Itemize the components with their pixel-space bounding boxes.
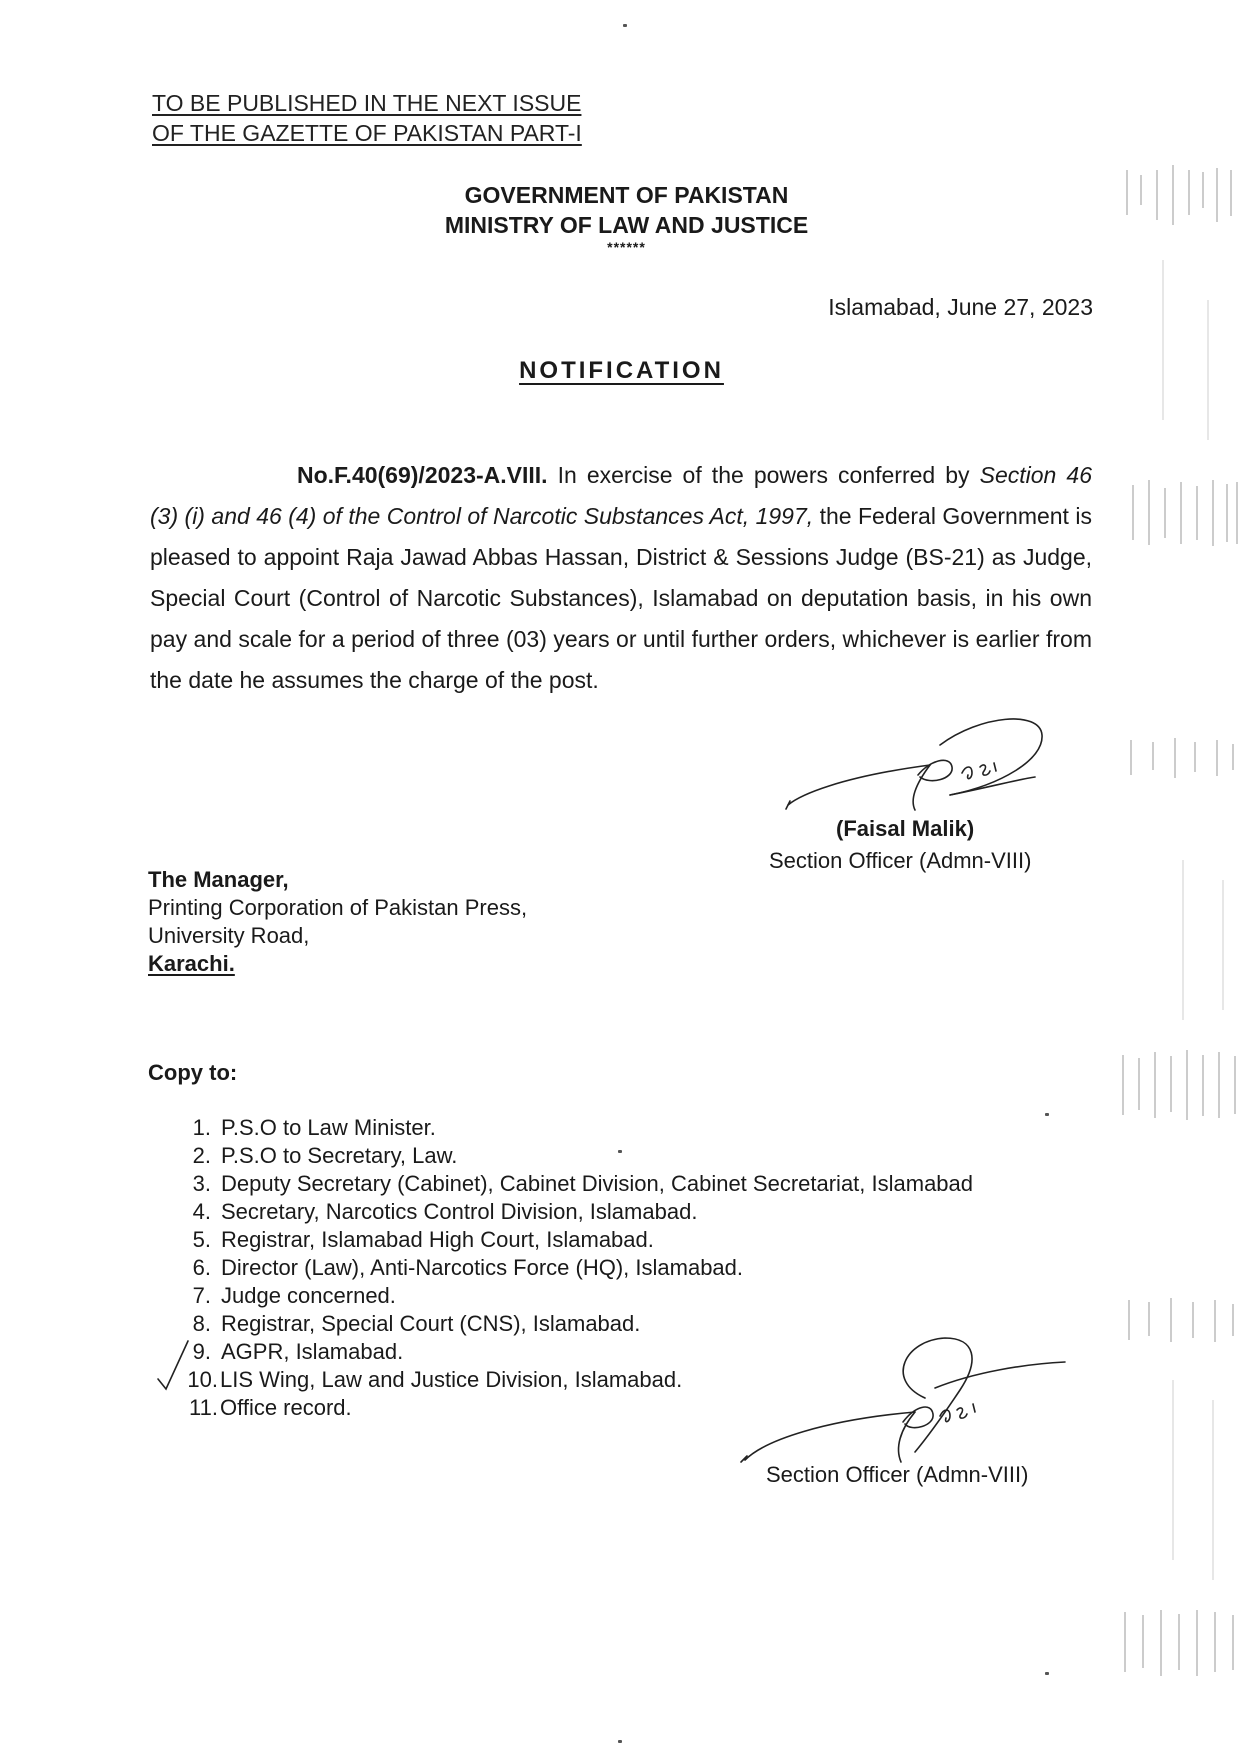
body-text-intro: In exercise of the powers conferred by	[547, 462, 980, 488]
government-name: GOVERNMENT OF PAKISTAN	[464, 182, 789, 208]
list-item-text: Director (Law), Anti-Narcotics Force (HQ), Islamabad.	[221, 1255, 744, 1280]
list-item-text: AGPR, Islamabad.	[221, 1339, 404, 1364]
document-heading	[0, 180, 1243, 254]
signer-designation: Section Officer (Admn-VIII)	[769, 848, 1032, 873]
list-item-number: 10.	[187, 1367, 218, 1392]
list-item	[170, 1394, 973, 1422]
addressee-city: Karachi.	[148, 951, 235, 976]
gazette-line-2: OF THE GAZETTE OF PAKISTAN PART-I	[152, 120, 582, 146]
list-item-number: 1.	[192, 1115, 211, 1140]
list-item	[170, 1310, 973, 1338]
list-item-number: 6.	[192, 1255, 211, 1280]
list-item-text: P.S.O to Secretary, Law.	[221, 1143, 458, 1168]
notification-body	[150, 455, 1092, 701]
list-item	[170, 1114, 973, 1142]
issue-date: Islamabad, June 27, 2023	[828, 294, 1093, 320]
signer-name: (Faisal Malik)	[836, 816, 975, 841]
list-item-text: Secretary, Narcotics Control Division, Islamabad.	[221, 1199, 698, 1224]
list-item-number: 4.	[192, 1199, 211, 1224]
list-item-number: 11.	[189, 1395, 218, 1420]
list-item-number: 7.	[192, 1283, 211, 1308]
closing-designation: Section Officer (Admn-VIII)	[766, 1462, 1029, 1487]
list-item	[170, 1366, 973, 1394]
list-item-text: P.S.O to Law Minister.	[221, 1115, 436, 1140]
list-item	[170, 1142, 973, 1170]
body-text-main: the Federal Government is pleased to appoint Raja Jawad Abbas Hassan, District & Sessions Judge (BS-21) as Judge, Special Court (Control of Narcotic Substances), Islamabad on deputation basis, in his own pay and scale for a period of three (03) years or until further orders, whichever is earlier from the date he assumes the charge of the post.	[150, 503, 1092, 693]
list-item-text: Judge concerned.	[221, 1283, 396, 1308]
scan-dot	[618, 1740, 622, 1743]
scan-dot	[623, 24, 627, 27]
list-item-number: 2.	[192, 1143, 211, 1168]
list-item	[170, 1198, 973, 1226]
list-item-number: 9.	[192, 1339, 211, 1364]
scan-dot	[1045, 1113, 1049, 1116]
list-item-number: 3.	[192, 1171, 211, 1196]
copy-to-list	[170, 1114, 973, 1422]
handwritten-signature	[780, 705, 1060, 815]
notification-title: NOTIFICATION	[519, 357, 724, 384]
addressee-block	[148, 866, 527, 978]
list-item-text: Deputy Secretary (Cabinet), Cabinet Division, Cabinet Secretariat, Islamabad	[221, 1171, 974, 1196]
scan-artifacts	[1113, 0, 1243, 1755]
act-citation: Section 46 (3) (i) and 46 (4) of the Control of Narcotic Substances Act, 1997,	[150, 462, 1092, 529]
list-item-text: Registrar, Islamabad High Court, Islamabad.	[221, 1227, 654, 1252]
gazette-publication-note	[152, 88, 582, 148]
reference-number: No.F.40(69)/2023-A.VIII.	[297, 462, 548, 488]
list-item	[170, 1338, 973, 1366]
list-item	[170, 1254, 973, 1282]
copy-to-heading: Copy to:	[148, 1060, 238, 1085]
addressee-line-2: University Road,	[148, 923, 310, 948]
heading-separator: ******	[607, 239, 646, 255]
list-item-text: Registrar, Special Court (CNS), Islamabad.	[221, 1311, 641, 1336]
scan-dot	[1045, 1672, 1049, 1675]
list-item	[170, 1282, 973, 1310]
ministry-name: MINISTRY OF LAW AND JUSTICE	[444, 212, 809, 238]
list-item-text: Office record.	[220, 1395, 352, 1420]
list-item-number: 8.	[192, 1311, 211, 1336]
list-item-number: 5.	[192, 1227, 211, 1252]
list-item-text: LIS Wing, Law and Justice Division, Islamabad.	[220, 1367, 683, 1392]
addressee-line-1: Printing Corporation of Pakistan Press,	[148, 895, 528, 920]
list-item	[170, 1170, 973, 1198]
addressee-title: The Manager,	[148, 867, 289, 892]
gazette-line-1: TO BE PUBLISHED IN THE NEXT ISSUE	[152, 90, 582, 116]
list-item	[170, 1226, 973, 1254]
